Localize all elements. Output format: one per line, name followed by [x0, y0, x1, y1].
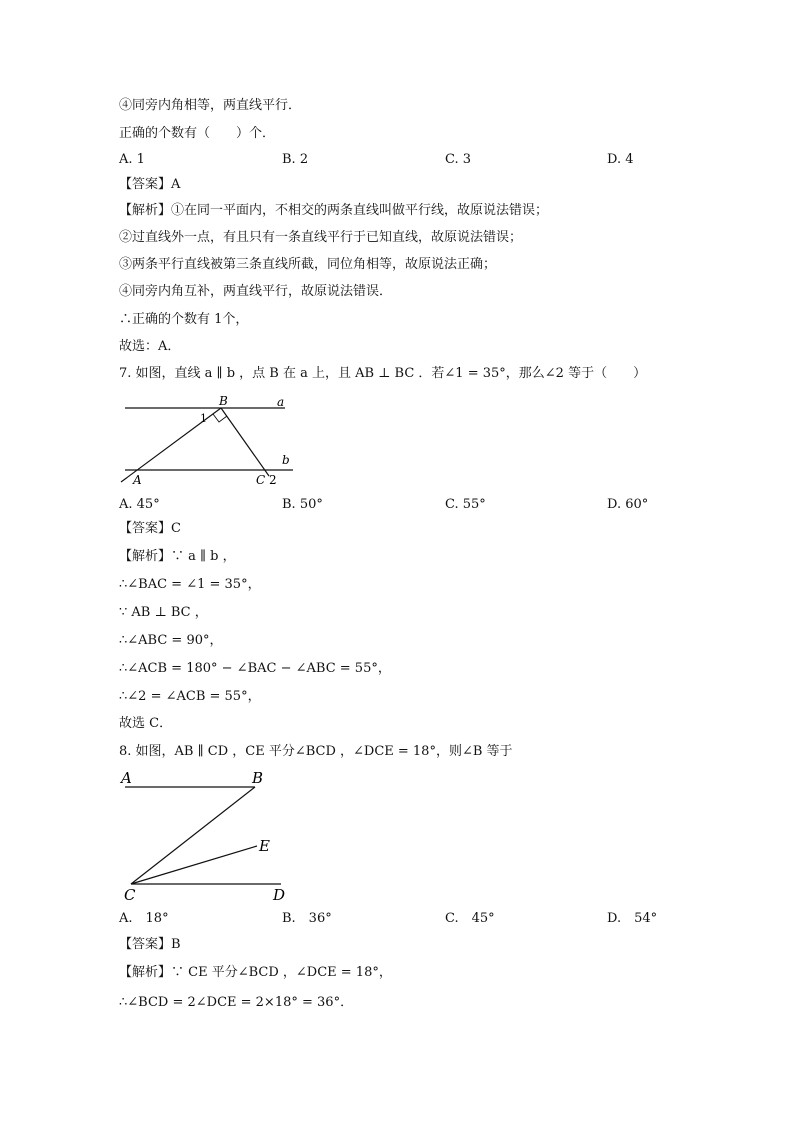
q6-analysis-line: ∴正确的个数有 1个，: [119, 312, 249, 327]
q6-analysis-line: ②过直线外一点，有且只有一条直线平行于已知直线，故原说法错误；: [119, 230, 523, 245]
q7-question: 7. 如图，直线 a ∥ b ，点 B 在 a 上，且 AB ⊥ BC ．若∠1 = 35°，那么∠2 等于（ ）: [119, 366, 647, 381]
q8-options: [119, 911, 679, 927]
q6-statement-4: ④同旁内角相等，两直线平行．: [119, 98, 302, 113]
q8-figure: [119, 766, 299, 904]
q8-option-c[interactable]: C. 45°: [445, 911, 495, 926]
q7-analysis-line: ∵ AB ⊥ BC ，: [119, 605, 208, 620]
label-e: E: [259, 837, 270, 855]
q7-analysis-line: 故选 C．: [119, 716, 173, 731]
q7-analysis-line: ∴∠BAC = ∠1 = 35°，: [119, 577, 261, 592]
q8-option-d[interactable]: D. 54°: [607, 911, 658, 926]
label-b-line: b: [282, 453, 290, 467]
q6-option-c[interactable]: C. 3: [445, 152, 472, 167]
label-a-line: a: [277, 395, 285, 409]
ray-ce: [131, 846, 257, 884]
label-b: B: [252, 769, 264, 787]
q7-options: [119, 497, 679, 513]
q8-analysis-line: 【解析】∵ CE 平分∠BCD ，∠DCE = 18°，: [119, 965, 392, 980]
q6-ask: 正确的个数有（ ）个．: [119, 126, 276, 141]
q6-option-a[interactable]: A. 1: [119, 152, 145, 167]
q8-answer: 【答案】B: [119, 937, 181, 952]
q7-figure: [119, 392, 299, 488]
q7-analysis-line: ∴∠2 = ∠ACB = 55°，: [119, 689, 261, 704]
label-a: A: [121, 769, 132, 787]
q8-analysis-line: ∴∠BCD = 2∠DCE = 2×18° = 36°．: [119, 995, 354, 1010]
q7-option-c[interactable]: C. 55°: [445, 497, 486, 512]
q7-analysis-line: ∴∠ABC = 90°，: [119, 633, 223, 648]
segment-bc: [131, 787, 255, 884]
label-d: D: [273, 886, 286, 904]
right-angle-mark: [213, 414, 227, 422]
q6-analysis-line: 【解析】①在同一平面内，不相交的两条直线叫做平行线，故原说法错误；: [119, 203, 549, 218]
q6-option-d[interactable]: D. 4: [607, 152, 634, 167]
q6-analysis-line: ③两条平行直线被第三条直线所截，同位角相等，故原说法正确；: [119, 257, 497, 272]
label-angle-1: 1: [200, 412, 207, 425]
q6-options: [119, 152, 679, 168]
label-c: C: [124, 886, 136, 904]
q8-question: 8. 如图，AB ∥ CD ，CE 平分∠BCD ，∠DCE = 18°，则∠B 等于: [119, 744, 513, 759]
q6-option-b[interactable]: B. 2: [282, 152, 309, 167]
q7-answer: 【答案】C: [119, 521, 181, 536]
q7-option-b[interactable]: B. 50°: [282, 497, 323, 512]
segment-bc: [221, 408, 269, 476]
q8-option-a[interactable]: A. 18°: [119, 911, 169, 926]
q8-option-b[interactable]: B. 36°: [282, 911, 332, 926]
label-angle-2: 2: [269, 473, 277, 487]
q6-analysis-line: 故选：A．: [119, 339, 181, 354]
q7-analysis-line: ∴∠ACB = 180° − ∠BAC − ∠ABC = 55°，: [119, 661, 391, 676]
q7-option-a[interactable]: A. 45°: [119, 497, 160, 512]
q6-answer: 【答案】A: [119, 177, 181, 192]
q6-analysis-line: ④同旁内角互补，两直线平行，故原说法错误．: [119, 284, 393, 299]
q7-option-d[interactable]: D. 60°: [607, 497, 649, 512]
label-b: B: [219, 394, 228, 408]
label-c: C: [256, 473, 266, 487]
label-a-point: A: [133, 473, 142, 487]
q7-analysis-line: 【解析】∵ a ∥ b ，: [119, 549, 236, 564]
